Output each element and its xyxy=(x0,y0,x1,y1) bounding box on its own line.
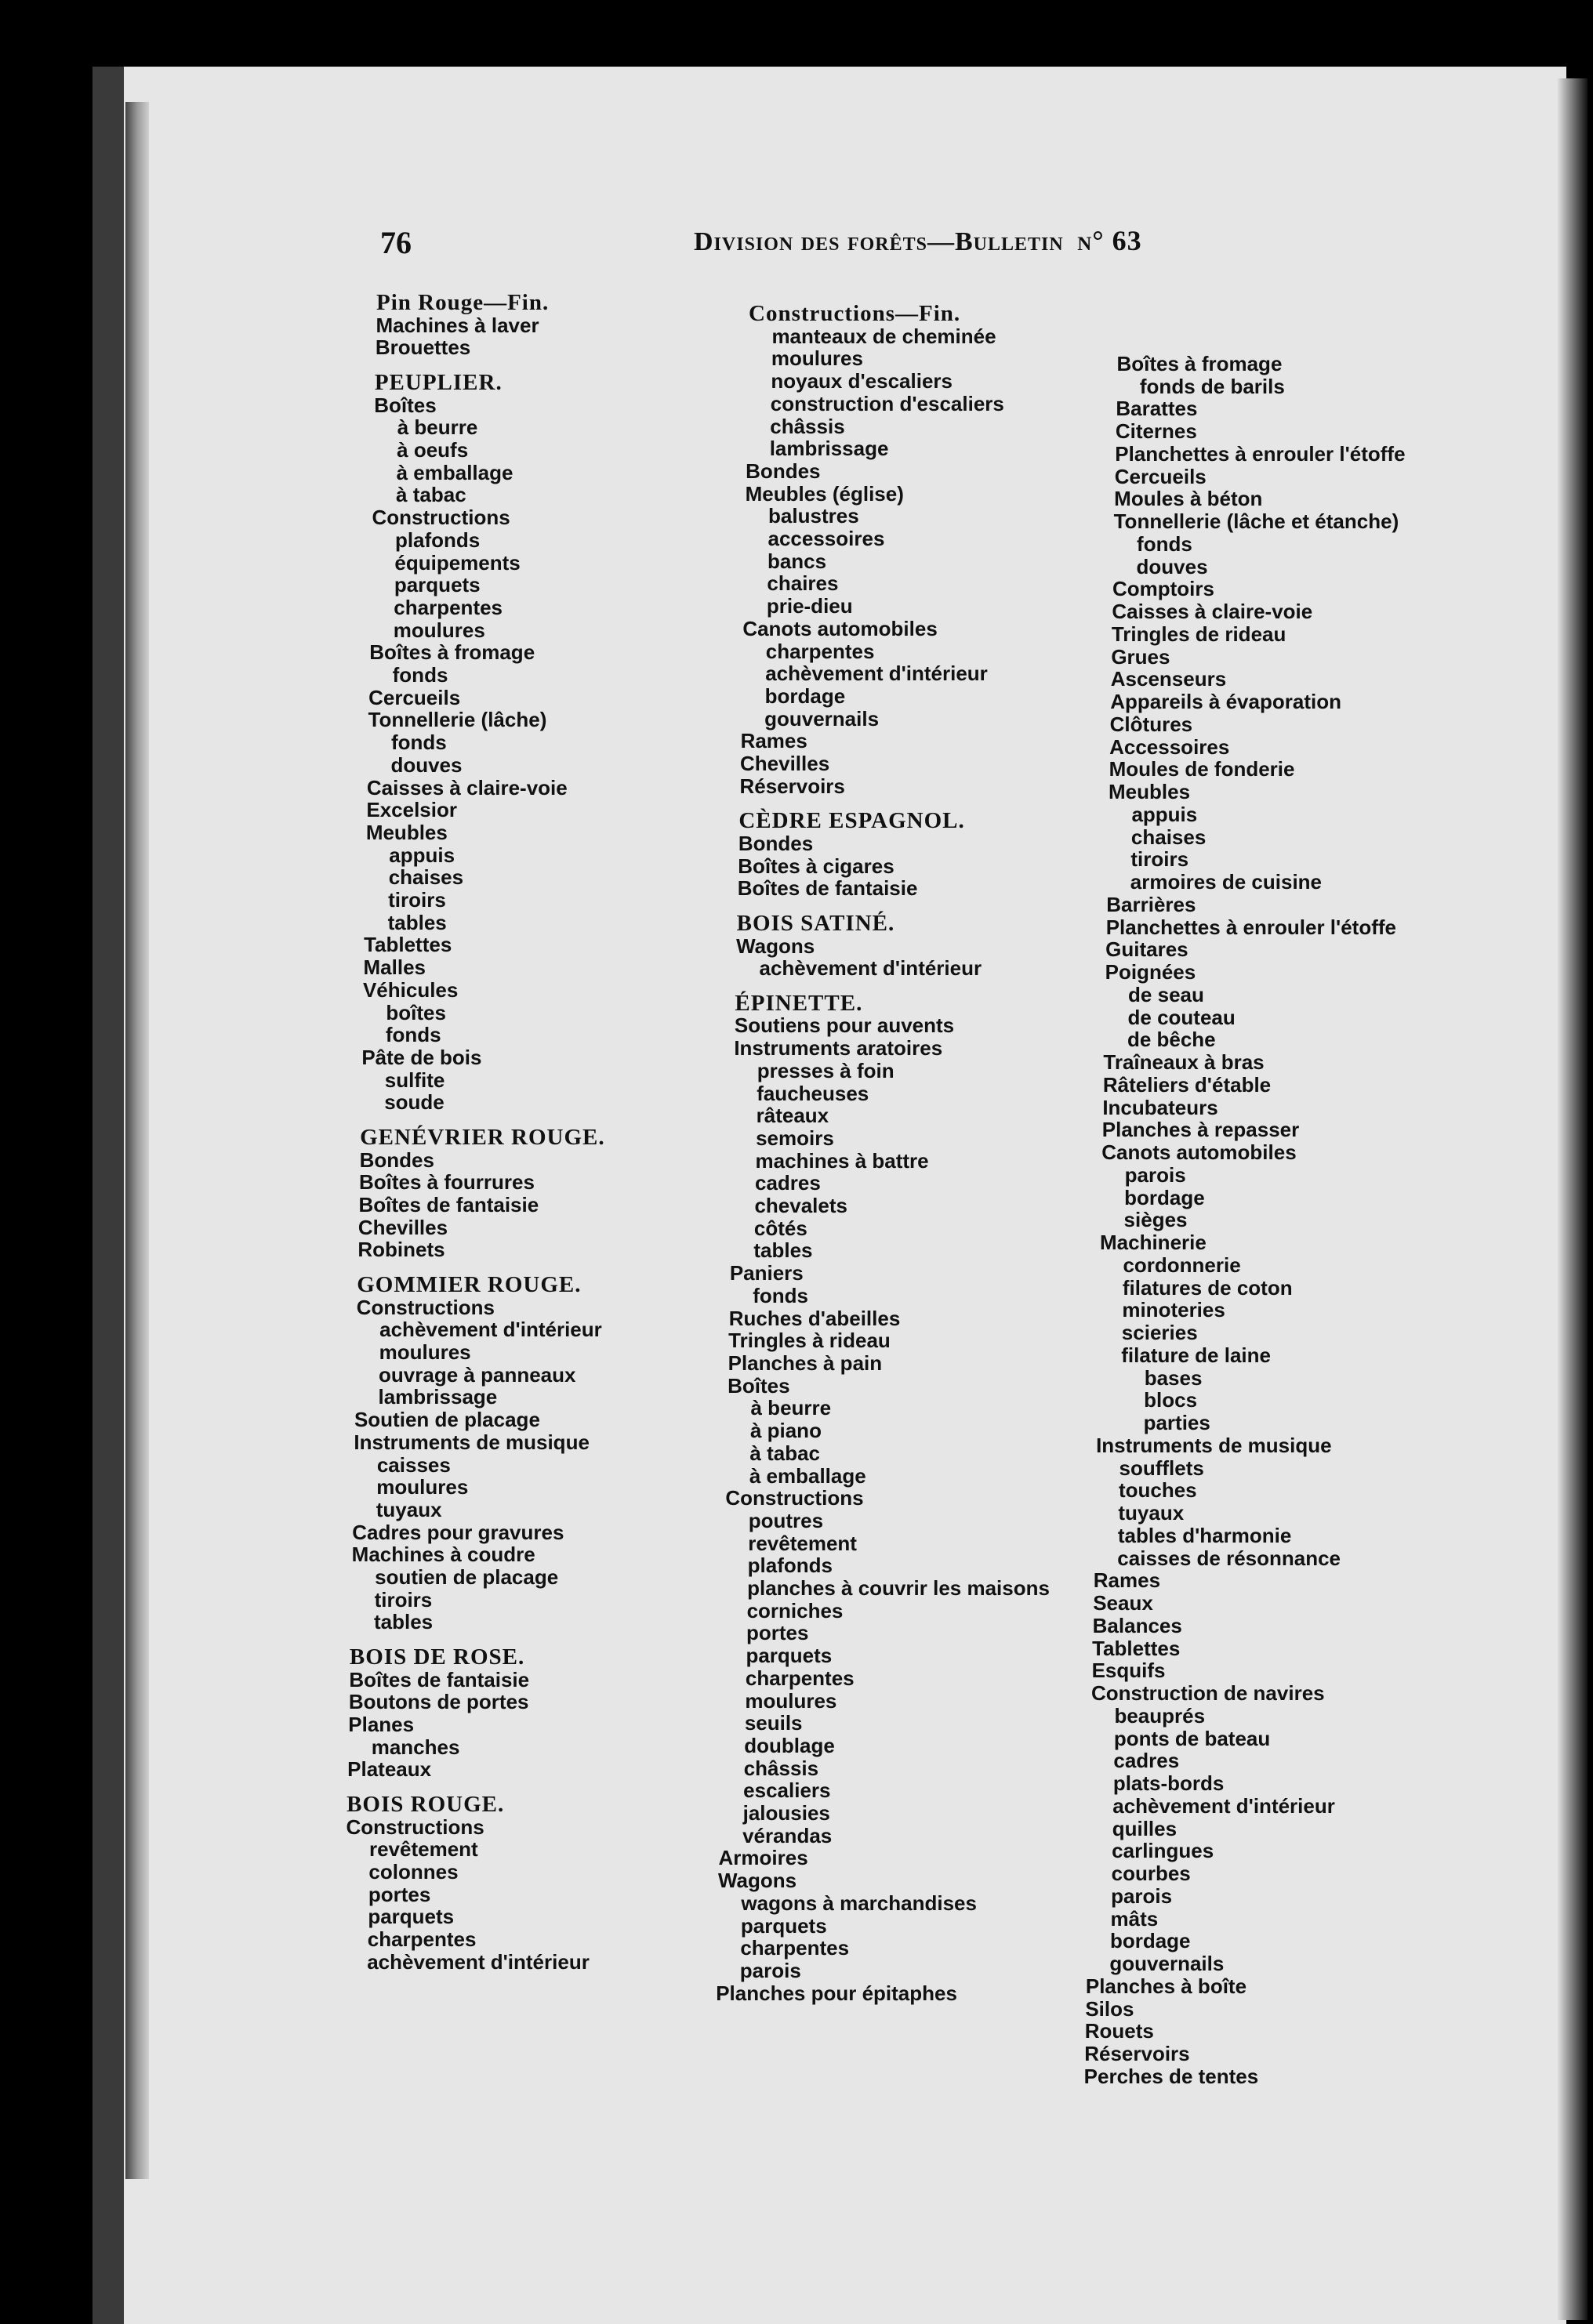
index-entry: Planes xyxy=(348,1713,415,1737)
index-entry: Meubles xyxy=(1109,780,1191,804)
index-entry: Barrières xyxy=(1106,892,1196,916)
index-entry: Rames xyxy=(1093,1568,1161,1593)
index-entry: Boîtes de fantaisie xyxy=(737,876,918,901)
index-entry: plafonds xyxy=(394,528,481,552)
index-entry: charpentes xyxy=(367,1927,477,1952)
index-entry: Tablettes xyxy=(1092,1636,1181,1660)
index-entry: châssis xyxy=(743,1756,819,1780)
index-entry: Traîneaux à bras xyxy=(1103,1050,1265,1075)
index-entry: minoteries xyxy=(1122,1298,1225,1322)
index-entry: fonds xyxy=(391,731,447,755)
running-title-text: Division des forêts—Bulletin xyxy=(694,227,1064,256)
index-entry: portes xyxy=(368,1882,431,1906)
index-entry: à beurre xyxy=(750,1396,832,1420)
index-entry: Guitares xyxy=(1105,937,1188,962)
index-entry: Meubles xyxy=(365,820,448,844)
section-heading: BOIS DE ROSE. xyxy=(349,1644,525,1670)
index-entry: douves xyxy=(390,752,463,777)
index-entry: manteaux de cheminée xyxy=(771,324,996,348)
index-entry: Grues xyxy=(1111,644,1170,669)
index-entry: cadres xyxy=(755,1171,821,1195)
index-entry: accessoires xyxy=(767,527,885,551)
index-entry: achèvement d'intérieur xyxy=(1112,1793,1335,1818)
index-entry: lambrissage xyxy=(769,437,889,461)
index-entry: Barattes xyxy=(1116,397,1198,421)
index-entry: Wagons xyxy=(736,934,815,958)
index-entry: caisses xyxy=(376,1452,451,1477)
index-entry: Boîtes xyxy=(728,1373,790,1398)
index-entry: Planchettes à enrouler l'étoffe xyxy=(1115,441,1406,466)
index-entry: Perches de tentes xyxy=(1083,2064,1259,2088)
index-entry: faucheuses xyxy=(757,1081,869,1105)
index-entry: gouvernails xyxy=(764,706,880,731)
index-entry: appuis xyxy=(389,843,455,867)
index-entry: Comptoirs xyxy=(1112,577,1214,601)
index-entry: doublage xyxy=(744,1733,835,1757)
bulletin-number: n° 63 xyxy=(1077,225,1142,256)
index-entry: ouvrage à panneaux xyxy=(379,1362,576,1387)
section-heading: BOIS ROUGE. xyxy=(347,1791,505,1817)
index-entry: chaises xyxy=(388,865,464,890)
index-entry: mâts xyxy=(1110,1906,1159,1931)
index-entry: bordage xyxy=(1109,1929,1191,1953)
index-entry: Citernes xyxy=(1115,419,1197,444)
index-entry: Appareils à évaporation xyxy=(1110,690,1341,714)
index-entry: charpentes xyxy=(765,639,875,663)
index-entry: parois xyxy=(1124,1162,1186,1187)
index-entry: blocs xyxy=(1144,1388,1198,1412)
index-entry: bordage xyxy=(764,683,846,708)
index-entry: cordonnerie xyxy=(1123,1253,1241,1277)
index-entry: chaires xyxy=(767,571,839,596)
section-heading: GOMMIER ROUGE. xyxy=(357,1271,582,1297)
index-entry: plafonds xyxy=(747,1554,833,1578)
index-entry: Tonnellerie (lâche et étanche) xyxy=(1113,509,1399,534)
index-entry: Brouettes xyxy=(375,335,471,360)
index-entry: Malles xyxy=(363,955,426,980)
index-entry: Accessoires xyxy=(1109,734,1230,759)
index-entry: seuils xyxy=(744,1711,803,1735)
index-entry: Ruches d'abeilles xyxy=(728,1306,901,1330)
index-entry: à tabac xyxy=(396,483,466,507)
index-entry: sulfite xyxy=(384,1068,445,1092)
index-entry: Meubles (église) xyxy=(745,481,904,506)
index-entry: Constructions xyxy=(725,1486,864,1510)
index-entry: caisses de résonnance xyxy=(1117,1546,1341,1570)
index-entry: Plateaux xyxy=(347,1757,432,1782)
index-entry: Cadres pour gravures xyxy=(352,1520,564,1544)
index-entry: lambrissage xyxy=(378,1385,498,1409)
index-entry: Boîtes de fantaisie xyxy=(349,1667,530,1691)
index-entry: Râteliers d'étable xyxy=(1102,1072,1272,1097)
index-entry: Excelsior xyxy=(366,798,457,822)
index-entry: corniches xyxy=(746,1598,844,1622)
index-entry: Constructions xyxy=(372,506,510,530)
index-entry: fonds de barils xyxy=(1139,374,1285,398)
index-entry: Clôtures xyxy=(1109,712,1193,736)
index-entry: Planches à repasser xyxy=(1101,1118,1300,1142)
index-entry: semoirs xyxy=(756,1126,834,1150)
index-entry: Bondes xyxy=(746,459,821,483)
index-entry: moulures xyxy=(745,1688,837,1713)
index-entry: tables d'harmonie xyxy=(1117,1523,1292,1547)
index-entry: tiroirs xyxy=(374,1587,433,1612)
index-entry: Boîtes à fourrures xyxy=(359,1170,535,1195)
index-entry: Tringles à rideau xyxy=(728,1329,891,1353)
index-entry: achèvement d'intérieur xyxy=(367,1949,590,1974)
index-entry: Machines à laver xyxy=(376,313,539,337)
index-entry: appuis xyxy=(1131,802,1198,826)
index-entry: de seau xyxy=(1128,982,1204,1006)
index-entry: moulures xyxy=(393,618,485,642)
index-entry: Cercueils xyxy=(368,685,461,709)
index-entry: beauprés xyxy=(1114,1703,1206,1728)
running-title xyxy=(694,224,1142,263)
index-entry: carlingues xyxy=(1112,1839,1214,1863)
index-entry: Moules à béton xyxy=(1114,487,1263,511)
section-heading: PEUPLIER. xyxy=(374,369,503,395)
index-entry: Réservoirs xyxy=(739,774,845,798)
index-entry: revêtement xyxy=(368,1837,478,1862)
section-heading: ÉPINETTE. xyxy=(735,990,863,1016)
column-left xyxy=(346,290,605,1974)
index-entry: gouvernails xyxy=(1109,1952,1225,1976)
index-entry: Bondes xyxy=(738,831,814,855)
index-entry: sièges xyxy=(1123,1208,1188,1232)
index-entry: Tablettes xyxy=(364,933,452,957)
index-entry: prie-dieu xyxy=(766,594,853,618)
index-entry: moulures xyxy=(376,1475,469,1499)
column-right xyxy=(1083,340,1406,2088)
index-entry: de bêche xyxy=(1127,1028,1216,1052)
index-entry: Boîtes à fromage xyxy=(369,640,535,665)
index-entry: parquets xyxy=(394,573,481,597)
index-entry: moulures xyxy=(379,1340,471,1364)
index-entry: fonds xyxy=(753,1283,809,1307)
index-entry: râteaux xyxy=(756,1104,829,1128)
index-entry: Boîtes à cigares xyxy=(738,854,894,878)
index-entry: Instruments de musique xyxy=(1096,1433,1332,1457)
index-entry: de couteau xyxy=(1127,1005,1236,1029)
index-entry: Machines à coudre xyxy=(351,1543,535,1567)
index-entry: soude xyxy=(384,1090,445,1115)
index-entry: touches xyxy=(1118,1478,1197,1503)
index-entry: parois xyxy=(739,1958,801,1982)
index-entry: boîtes xyxy=(386,1000,446,1024)
index-entry: Armoires xyxy=(718,1846,808,1870)
index-entry: Planches à boîte xyxy=(1085,1974,1247,1998)
index-entry: quilles xyxy=(1112,1816,1178,1840)
index-entry: à tabac xyxy=(749,1441,820,1465)
index-entry: tables xyxy=(374,1610,434,1634)
index-entry: Poignées xyxy=(1105,960,1196,984)
index-entry: côtés xyxy=(753,1216,807,1240)
index-entry: Construction de navires xyxy=(1091,1681,1325,1706)
index-entry: Incubateurs xyxy=(1102,1095,1218,1119)
index-entry: Rames xyxy=(740,729,807,753)
index-entry: Instruments de musique xyxy=(354,1430,590,1454)
index-entry: scieries xyxy=(1121,1321,1198,1345)
index-entry: achèvement d'intérieur xyxy=(765,662,988,686)
index-entry: Robinets xyxy=(357,1238,445,1262)
index-entry: Wagons xyxy=(717,1869,797,1893)
section-heading: GENÉVRIER ROUGE. xyxy=(360,1124,605,1150)
index-entry: courbes xyxy=(1111,1862,1191,1886)
index-entry: revêtement xyxy=(748,1531,857,1555)
index-entry: armoires de cuisine xyxy=(1130,870,1323,894)
index-entry: fonds xyxy=(385,1023,441,1047)
index-entry: Canots automobiles xyxy=(742,616,938,640)
index-entry: wagons à marchandises xyxy=(741,1891,977,1915)
index-entry: Planches à pain xyxy=(728,1351,883,1375)
index-entry: Boîtes de fantaisie xyxy=(358,1192,539,1216)
column-middle xyxy=(716,301,1050,2005)
section-heading: Pin Rouge—Fin. xyxy=(376,290,550,315)
index-entry: Constructions xyxy=(346,1815,484,1839)
index-entry: colonnes xyxy=(368,1860,459,1884)
index-entry: Bondes xyxy=(359,1147,434,1172)
index-entry: à beurre xyxy=(397,415,478,440)
index-entry: à piano xyxy=(749,1419,822,1443)
page-right-edge xyxy=(1556,78,1588,2320)
index-entry: Silos xyxy=(1085,1996,1134,2021)
index-entry: à oeufs xyxy=(397,438,469,462)
index-entry: soufflets xyxy=(1119,1456,1204,1480)
index-entry: chevalets xyxy=(754,1194,847,1218)
spacer xyxy=(1117,340,1406,353)
index-entry: châssis xyxy=(770,414,845,438)
index-entry: Pâte de bois xyxy=(361,1045,482,1069)
index-entry: Cercueils xyxy=(1114,464,1207,488)
index-entry: soutien de placage xyxy=(375,1565,559,1590)
index-entry: parquets xyxy=(746,1644,833,1668)
index-entry: Moules de fonderie xyxy=(1109,757,1295,781)
index-entry: Instruments aratoires xyxy=(734,1036,943,1060)
page-number: 76 xyxy=(380,225,412,260)
index-entry: planches à couvrir les maisons xyxy=(747,1576,1050,1601)
index-entry: charpentes xyxy=(740,1936,850,1960)
index-entry: moulures xyxy=(771,346,863,371)
index-entry: Soutien de placage xyxy=(354,1408,540,1432)
index-entry: bordage xyxy=(1124,1185,1205,1209)
index-entry: machines à battre xyxy=(755,1148,929,1173)
index-entry: Balances xyxy=(1092,1613,1182,1637)
index-entry: Boîtes à fromage xyxy=(1116,351,1283,375)
index-entry: à emballage xyxy=(396,460,513,484)
index-entry: Boîtes xyxy=(374,393,437,417)
book-spine-shadow xyxy=(125,102,149,2179)
section-heading: Constructions—Fin. xyxy=(749,301,961,326)
section-heading: CÈDRE ESPAGNOL. xyxy=(738,808,965,834)
index-entry: balustres xyxy=(768,504,859,528)
index-entry: Constructions xyxy=(356,1295,495,1319)
index-entry: tables xyxy=(753,1238,813,1263)
index-entry: filatures de coton xyxy=(1122,1275,1293,1300)
index-entry: Machinerie xyxy=(1100,1231,1207,1255)
index-entry: Rouets xyxy=(1084,2019,1154,2043)
index-entry: bases xyxy=(1144,1365,1203,1390)
index-entry: tuyaux xyxy=(1118,1501,1185,1525)
index-entry: parties xyxy=(1143,1411,1210,1435)
index-entry: tables xyxy=(387,910,447,934)
index-entry: Planchettes à enrouler l'étoffe xyxy=(1105,915,1396,939)
index-entry: Caisses à claire-voie xyxy=(1112,600,1313,624)
index-entry: construction d'escaliers xyxy=(770,391,1004,415)
index-entry: tiroirs xyxy=(1130,847,1189,872)
index-entry: achèvement d'intérieur xyxy=(759,956,982,981)
section-heading: BOIS SATINÉ. xyxy=(736,910,895,936)
index-entry: fonds xyxy=(1137,531,1192,556)
index-entry: chaises xyxy=(1130,825,1207,849)
index-entry: filature de laine xyxy=(1121,1343,1271,1367)
index-entry: Paniers xyxy=(729,1261,804,1285)
index-entry: parquets xyxy=(740,1913,827,1938)
index-entry: fonds xyxy=(392,663,448,687)
index-entry: tiroirs xyxy=(388,888,446,912)
index-entry: Seaux xyxy=(1093,1591,1153,1615)
index-entry: tuyaux xyxy=(376,1497,442,1521)
index-entry: charpentes xyxy=(745,1666,855,1690)
index-entry: Tonnellerie (lâche) xyxy=(368,708,547,732)
index-entry: Canots automobiles xyxy=(1101,1140,1297,1165)
index-entry: noyaux d'escaliers xyxy=(771,369,953,393)
index-entry: charpentes xyxy=(394,595,503,619)
index-entry: portes xyxy=(746,1621,809,1645)
index-entry: manches xyxy=(371,1735,460,1759)
index-entry: cadres xyxy=(1113,1749,1180,1773)
index-entry: bancs xyxy=(767,549,827,573)
index-entry: achèvement d'intérieur xyxy=(379,1318,602,1342)
index-entry: poutres xyxy=(748,1508,824,1532)
index-entry: plats-bords xyxy=(1112,1771,1225,1796)
index-entry: équipements xyxy=(394,550,521,575)
index-entry: Ascenseurs xyxy=(1110,667,1227,691)
index-entry: escaliers xyxy=(743,1778,831,1803)
index-entry: Planches pour épitaphes xyxy=(716,1981,957,2005)
index-entry: Réservoirs xyxy=(1084,2042,1190,2066)
index-entry: Soutiens pour auvents xyxy=(734,1013,955,1038)
index-entry: Tringles de rideau xyxy=(1111,622,1286,646)
index-entry: ponts de bateau xyxy=(1113,1726,1271,1750)
index-entry: Boutons de portes xyxy=(348,1690,529,1714)
index-entry: Véhicules xyxy=(362,977,459,1002)
index-entry: Caisses à claire-voie xyxy=(366,775,568,799)
index-entry: Chevilles xyxy=(357,1215,448,1239)
index-entry: Chevilles xyxy=(740,752,830,776)
index-entry: presses à foin xyxy=(757,1058,894,1082)
index-entry: douves xyxy=(1136,554,1208,578)
index-entry: vérandas xyxy=(742,1823,833,1847)
index-entry: Esquifs xyxy=(1091,1659,1166,1683)
index-entry: à emballage xyxy=(749,1463,866,1488)
index-entry: parquets xyxy=(368,1905,455,1929)
index-entry: jalousies xyxy=(742,1801,830,1825)
index-entry: parois xyxy=(1111,1883,1173,1908)
